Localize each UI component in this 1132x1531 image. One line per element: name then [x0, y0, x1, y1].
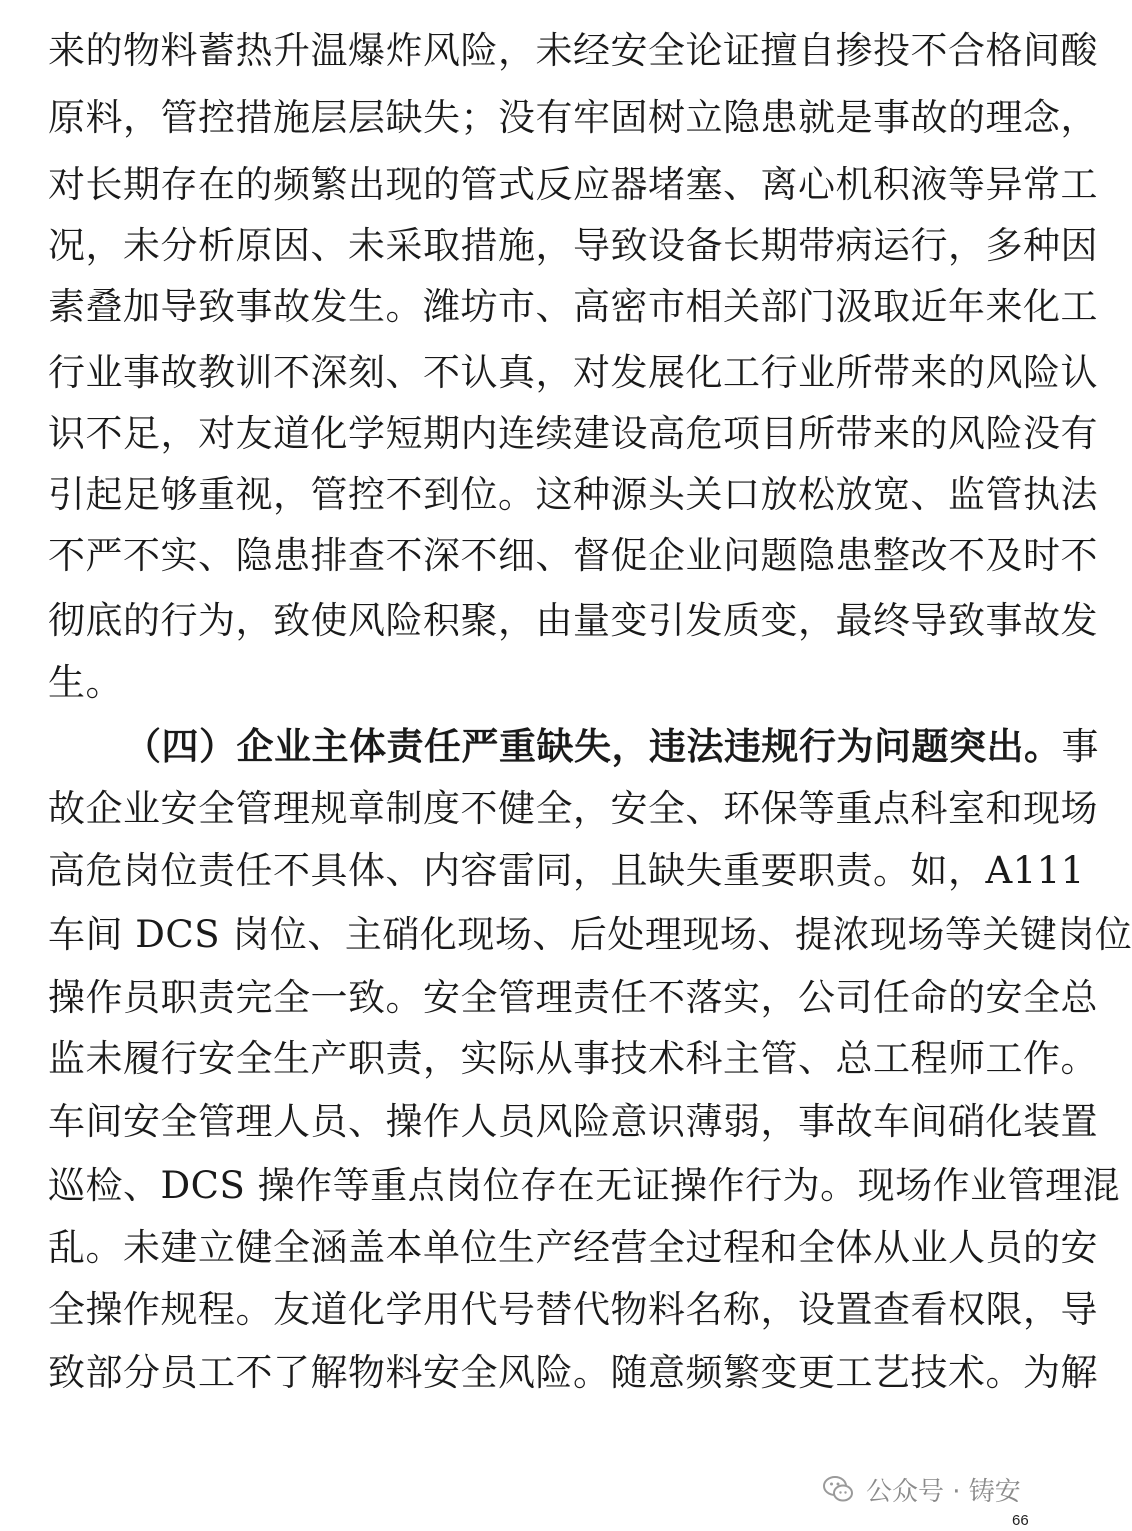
watermark [822, 1466, 1021, 1512]
text-line: 况，未分析原因、未采取措施，导致设备长期带病运行，多种因 [48, 224, 1098, 267]
watermark-text: 公众号 · 铸安 [866, 1476, 1021, 1507]
text-line: 巡检、DCS 操作等重点岗位存在无证操作行为。现场作业管理混 [48, 1164, 1121, 1207]
text-line: 操作员职责完全一致。安全管理责任不落实，公司任命的安全总 [48, 976, 1098, 1019]
text-line: 致部分员工不了解物料安全风险。随意频繁变更工艺技术。为解 [48, 1351, 1098, 1394]
text-line: 高危岗位责任不具体、内容雷同，且缺失重要职责。如，A111 [48, 849, 1085, 892]
text-line: 全操作规程。友道化学用代号替代物料名称，设置查看权限，导 [48, 1288, 1098, 1331]
text-line: 车间安全管理人员、操作人员风险意识薄弱，事故车间硝化装置 [48, 1100, 1098, 1143]
section-heading: （四）企业主体责任严重缺失，违法违规行为问题突出。 [124, 724, 1062, 768]
page-number: 66 [1012, 1512, 1029, 1529]
text-line: 原料，管控措施层层缺失；没有牢固树立隐患就是事故的理念， [48, 96, 1098, 139]
wechat-icon [822, 1472, 856, 1506]
section-heading-line [124, 715, 1099, 777]
text-line: 对长期存在的频繁出现的管式反应器堵塞、离心机积液等异常工 [48, 163, 1098, 206]
text-line: 监未履行安全生产职责，实际从事技术科主管、总工程师工作。 [48, 1037, 1098, 1080]
text-line: 来的物料蓄热升温爆炸风险，未经安全论证擅自掺投不合格间酸 [48, 29, 1098, 72]
text-line: 彻底的行为，致使风险积聚，由量变引发质变，最终导致事故发 [48, 599, 1098, 642]
text-line: 车间 DCS 岗位、主硝化现场、后处理现场、提浓现场等关键岗位 [48, 913, 1132, 956]
heading-continuation: 事 [1061, 725, 1099, 768]
text-line: 不严不实、隐患排查不深不细、督促企业问题隐患整改不及时不 [48, 534, 1098, 577]
text-line: 引起足够重视，管控不到位。这种源头关口放松放宽、监管执法 [48, 473, 1098, 516]
text-line: 识不足，对友道化学短期内连续建设高危项目所带来的风险没有 [48, 412, 1098, 455]
text-line: 故企业安全管理规章制度不健全，安全、环保等重点科室和现场 [48, 787, 1098, 830]
text-line: 行业事故教训不深刻、不认真，对发展化工行业所带来的风险认 [48, 351, 1098, 394]
text-line: 素叠加导致事故发生。潍坊市、高密市相关部门汲取近年来化工 [48, 285, 1098, 328]
text-line: 生。 [48, 661, 123, 704]
text-line: 乱。未建立健全涵盖本单位生产经营全过程和全体从业人员的安 [48, 1226, 1098, 1269]
